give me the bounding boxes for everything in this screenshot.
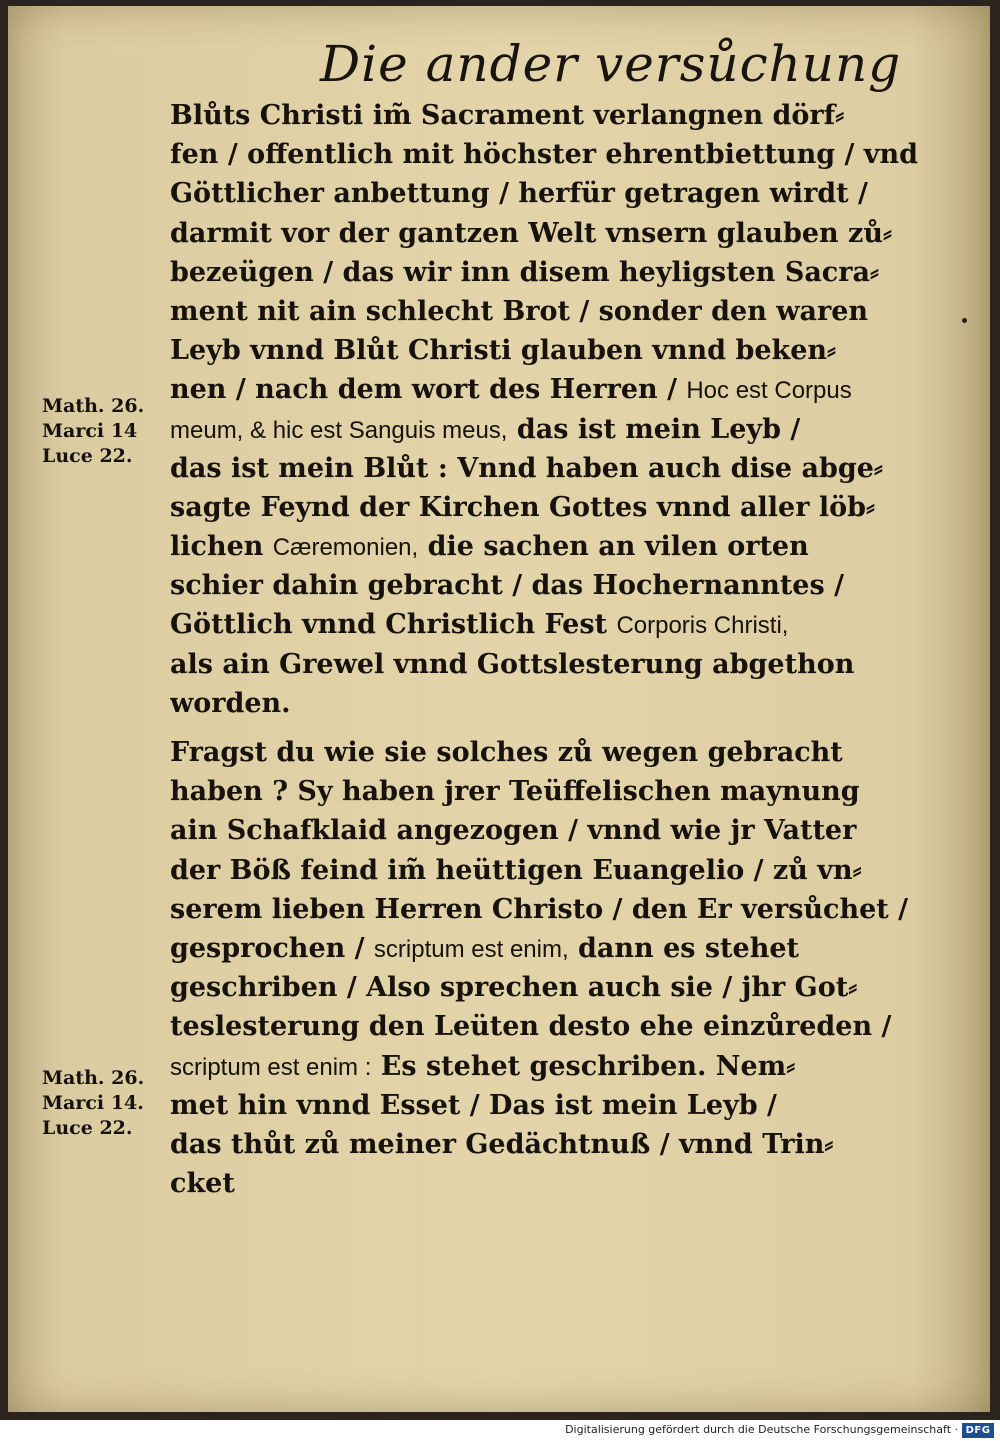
dfg-logo: DFG xyxy=(962,1423,994,1438)
margin-reference: Marci 14 xyxy=(42,420,138,442)
text-line xyxy=(170,253,925,292)
text-segment: Göttlich vnnd Christlich Fest xyxy=(170,609,617,641)
text-line xyxy=(170,174,925,213)
latin-phrase: meum, & hic est Sanguis meus, xyxy=(170,416,508,444)
text-line xyxy=(170,370,925,409)
text-line xyxy=(170,1125,925,1164)
text-line xyxy=(170,1164,925,1203)
text-line xyxy=(170,684,925,723)
text-line xyxy=(170,733,925,772)
text-line xyxy=(170,214,925,253)
paragraph-gap xyxy=(170,723,925,733)
text-line xyxy=(170,135,925,174)
text-segment: nen / nach dem wort des Herren / xyxy=(170,374,687,406)
text-line xyxy=(170,851,925,890)
text-segment: das ist mein Blůt : Vnnd haben auch dise abge⸗ xyxy=(170,452,883,484)
text-line xyxy=(170,410,925,449)
text-segment: sagte Feynd der Kirchen Gottes vnnd aller löb⸗ xyxy=(170,491,875,523)
text-segment: als ain Grewel vnnd Gottslesterung abgethon xyxy=(170,648,855,680)
text-line xyxy=(170,605,925,644)
text-segment: darmit vor der gantzen Welt vnsern glauben zů⸗ xyxy=(170,217,892,249)
text-line xyxy=(170,96,925,135)
text-line xyxy=(170,968,925,1007)
text-line xyxy=(170,566,925,605)
text-line xyxy=(170,1047,925,1086)
text-segment: Fragst du wie sie solches zů wegen gebracht xyxy=(170,737,843,768)
text-segment: gesprochen / xyxy=(170,932,374,964)
margin-note-1 xyxy=(42,394,172,469)
margin-reference: Math. 26. xyxy=(42,395,145,417)
latin-phrase: Hoc est Corpus xyxy=(686,377,852,405)
text-segment: bezeügen / das wir inn disem heyligsten Sacra⸗ xyxy=(170,256,879,288)
margin-reference: Luce 22. xyxy=(42,445,133,467)
text-segment: schier dahin gebracht / das Hochernanntes / xyxy=(170,570,844,602)
text-segment: dann es stehet xyxy=(568,932,799,964)
text-segment: Es stehet geschriben. Nem⸗ xyxy=(371,1050,796,1082)
latin-phrase: Corporis Christi, xyxy=(616,612,789,640)
text-segment: teslesterung den Leüten desto ehe einzůreden / xyxy=(170,1011,892,1043)
text-segment: der Böß feind im̃ heüttigen Euangelio / zů vn⸗ xyxy=(170,854,862,886)
text-line xyxy=(170,449,925,488)
margin-note-2 xyxy=(42,1066,172,1141)
text-line xyxy=(170,331,925,370)
text-line xyxy=(170,929,925,968)
text-segment: geschriben / Also sprechen auch sie / jhr Got⸗ xyxy=(170,972,858,1004)
running-head: Die ander versůchung xyxy=(320,35,902,93)
text-segment: Göttlicher anbettung / herfür getragen wirdt / xyxy=(170,178,868,210)
text-segment: ment nit ain schlecht Brot / sonder den waren xyxy=(170,295,869,327)
text-line xyxy=(170,645,925,684)
margin-reference: Marci 14. xyxy=(42,1092,144,1114)
text-segment: serem lieben Herren Christo / den Er versůchet / xyxy=(170,893,909,925)
text-segment: haben ? Sy haben jrer Teüffelischen maynung xyxy=(170,776,860,808)
latin-phrase: scriptum est enim, xyxy=(373,935,569,963)
text-segment: das ist mein Leyb / xyxy=(507,413,801,445)
margin-reference: Luce 22. xyxy=(42,1117,133,1139)
footer-bar xyxy=(0,1420,1000,1441)
latin-phrase: Cæremonien, xyxy=(272,534,419,562)
text-segment: lichen xyxy=(170,531,273,563)
text-line xyxy=(170,890,925,929)
text-segment: die sachen an vilen orten xyxy=(418,531,809,563)
body-text xyxy=(170,96,925,1203)
ink-spot xyxy=(962,318,967,323)
text-segment: met hin vnnd Esset / Das ist mein Leyb / xyxy=(170,1089,777,1121)
text-line xyxy=(170,772,925,811)
text-segment: fen / offentlich mit höchster ehrentbiettung / vnd xyxy=(170,139,918,171)
footer-credit: Digitalisierung gefördert durch die Deutsche Forschungsgemeinschaft · xyxy=(565,1423,958,1436)
text-line xyxy=(170,811,925,850)
text-segment: ain Schafklaid angezogen / vnnd wie jr Vatter xyxy=(170,815,857,847)
text-segment: worden. xyxy=(170,687,291,719)
text-segment: cket xyxy=(170,1168,235,1200)
text-line xyxy=(170,292,925,331)
text-segment: Blůts Christi im̃ Sacrament verlangnen dörf⸗ xyxy=(170,100,845,131)
text-segment: Leyb vnnd Blůt Christi glauben vnnd beken⸗ xyxy=(170,335,837,367)
text-line xyxy=(170,527,925,566)
text-line xyxy=(170,1086,925,1125)
text-line xyxy=(170,488,925,527)
text-line xyxy=(170,1007,925,1046)
margin-reference: Math. 26. xyxy=(42,1067,145,1089)
latin-phrase: scriptum est enim : xyxy=(170,1053,372,1081)
text-segment: das thůt zů meiner Gedächtnuß / vnnd Trin⸗ xyxy=(170,1128,834,1160)
